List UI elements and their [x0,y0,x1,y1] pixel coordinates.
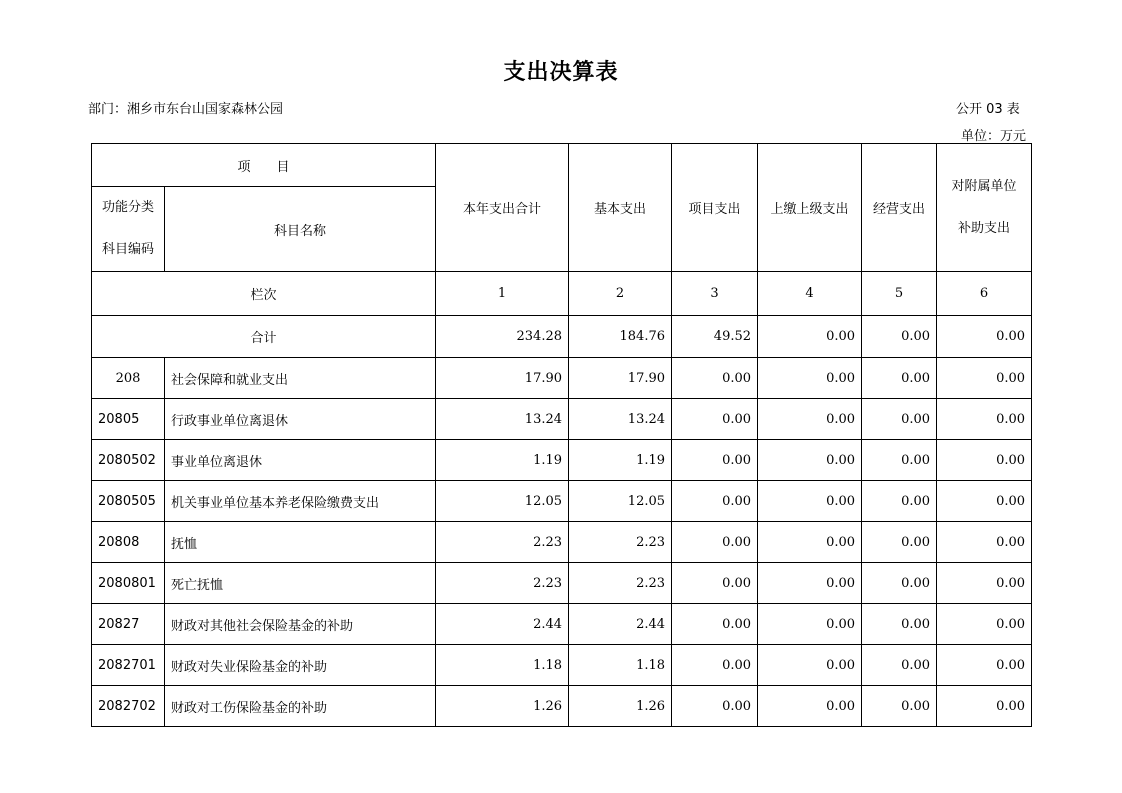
total-value-1: 234.28 [436,316,569,358]
header-func-code [92,187,165,272]
value-cell-col-1: 1.19 [436,440,569,481]
value-cell-col-3: 0.00 [672,563,758,604]
table-row [92,563,1032,604]
value-cell-col-4: 0.00 [758,440,862,481]
table-row [92,440,1032,481]
header-subsidy-line1: 对附属单位 [951,178,1017,194]
value-cell-col-3: 0.00 [672,645,758,686]
total-label: 合计 [92,316,436,358]
value-cell-col-4: 0.00 [758,522,862,563]
value-cell-col-3: 0.00 [672,686,758,727]
index-label: 栏次 [92,272,436,316]
index-col-4: 4 [758,272,862,316]
header-func-code-line1: 功能分类 [101,200,154,215]
function-code-cell: 20808 [92,522,165,563]
subject-name-cell: 财政对其他社会保险基金的补助 [165,604,436,645]
function-code-cell: 208 [92,358,165,399]
value-cell-col-1: 12.05 [436,481,569,522]
header-subsidy-line2: 补助支出 [958,220,1011,236]
value-cell-col-5: 0.00 [862,645,937,686]
subject-name-cell: 行政事业单位离退休 [165,399,436,440]
value-cell-col-6: 0.00 [937,686,1032,727]
value-cell-col-3: 0.00 [672,358,758,399]
value-cell-col-4: 0.00 [758,481,862,522]
value-cell-col-1: 17.90 [436,358,569,399]
value-cell-col-6: 0.00 [937,440,1032,481]
header-project-expenditure: 项目支出 [672,144,758,272]
value-cell-col-5: 0.00 [862,563,937,604]
index-col-3: 3 [672,272,758,316]
value-cell-col-5: 0.00 [862,358,937,399]
value-cell-col-1: 13.24 [436,399,569,440]
value-cell-col-4: 0.00 [758,358,862,399]
function-code-cell: 2082702 [92,686,165,727]
header-row-1 [92,144,1032,187]
header-item: 项 目 [92,144,436,187]
value-cell-col-2: 13.24 [569,399,672,440]
index-col-6: 6 [937,272,1032,316]
header-subject-name: 科目名称 [165,187,436,272]
function-code-cell: 2080502 [92,440,165,481]
total-value-5: 0.00 [862,316,937,358]
subject-name-cell: 财政对失业保险基金的补助 [165,645,436,686]
value-cell-col-3: 0.00 [672,399,758,440]
value-cell-col-6: 0.00 [937,481,1032,522]
value-cell-col-3: 0.00 [672,481,758,522]
value-cell-col-6: 0.00 [937,399,1032,440]
value-cell-col-3: 0.00 [672,604,758,645]
value-cell-col-6: 0.00 [937,358,1032,399]
value-cell-col-1: 1.18 [436,645,569,686]
value-cell-col-1: 2.44 [436,604,569,645]
table-row [92,481,1032,522]
value-cell-col-4: 0.00 [758,686,862,727]
value-cell-col-4: 0.00 [758,604,862,645]
value-cell-col-6: 0.00 [937,645,1032,686]
value-cell-col-2: 1.19 [569,440,672,481]
table-row [92,522,1032,563]
unit-label: 单位：万元 [961,129,1027,144]
value-cell-col-5: 0.00 [862,440,937,481]
value-cell-col-6: 0.00 [937,604,1032,645]
value-cell-col-2: 17.90 [569,358,672,399]
function-code-cell: 2080505 [92,481,165,522]
value-cell-col-3: 0.00 [672,522,758,563]
header-total-expenditure: 本年支出合计 [436,144,569,272]
value-cell-col-5: 0.00 [862,522,937,563]
header-operating-expenditure: 经营支出 [862,144,937,272]
value-cell-col-5: 0.00 [862,481,937,522]
subject-name-cell: 死亡抚恤 [165,563,436,604]
total-value-6: 0.00 [937,316,1032,358]
value-cell-col-1: 2.23 [436,563,569,604]
value-cell-col-4: 0.00 [758,399,862,440]
subject-name-cell: 事业单位离退休 [165,440,436,481]
header-basic-expenditure: 基本支出 [569,144,672,272]
table-row [92,399,1032,440]
value-cell-col-4: 0.00 [758,563,862,604]
subject-name-cell: 社会保障和就业支出 [165,358,436,399]
form-number: 公开 03 表 [956,102,1020,117]
subject-name-cell: 抚恤 [165,522,436,563]
table-row [92,604,1032,645]
function-code-cell: 2080801 [92,563,165,604]
value-cell-col-3: 0.00 [672,440,758,481]
value-cell-col-2: 2.23 [569,522,672,563]
total-value-4: 0.00 [758,316,862,358]
value-cell-col-6: 0.00 [937,522,1032,563]
header-subsidy-affiliates [937,144,1032,272]
value-cell-col-2: 12.05 [569,481,672,522]
index-col-2: 2 [569,272,672,316]
page-title: 支出决算表 [503,60,619,85]
index-row [92,272,1032,316]
header-remit-superior: 上缴上级支出 [758,144,862,272]
header-func-code-line2: 科目编码 [101,242,154,257]
department-label: 部门：湘乡市东台山国家森林公园 [88,102,284,117]
expenditure-table [91,143,1032,727]
index-col-5: 5 [862,272,937,316]
table-row [92,645,1032,686]
function-code-cell: 20827 [92,604,165,645]
subject-name-cell: 机关事业单位基本养老保险缴费支出 [165,481,436,522]
value-cell-col-1: 1.26 [436,686,569,727]
total-row [92,316,1032,358]
index-col-1: 1 [436,272,569,316]
value-cell-col-6: 0.00 [937,563,1032,604]
function-code-cell: 2082701 [92,645,165,686]
table-row [92,358,1032,399]
value-cell-col-2: 1.26 [569,686,672,727]
value-cell-col-2: 1.18 [569,645,672,686]
value-cell-col-4: 0.00 [758,645,862,686]
value-cell-col-5: 0.00 [862,604,937,645]
function-code-cell: 20805 [92,399,165,440]
value-cell-col-5: 0.00 [862,686,937,727]
subject-name-cell: 财政对工伤保险基金的补助 [165,686,436,727]
value-cell-col-1: 2.23 [436,522,569,563]
value-cell-col-2: 2.23 [569,563,672,604]
table-row [92,686,1032,727]
value-cell-col-5: 0.00 [862,399,937,440]
total-value-2: 184.76 [569,316,672,358]
total-value-3: 49.52 [672,316,758,358]
value-cell-col-2: 2.44 [569,604,672,645]
